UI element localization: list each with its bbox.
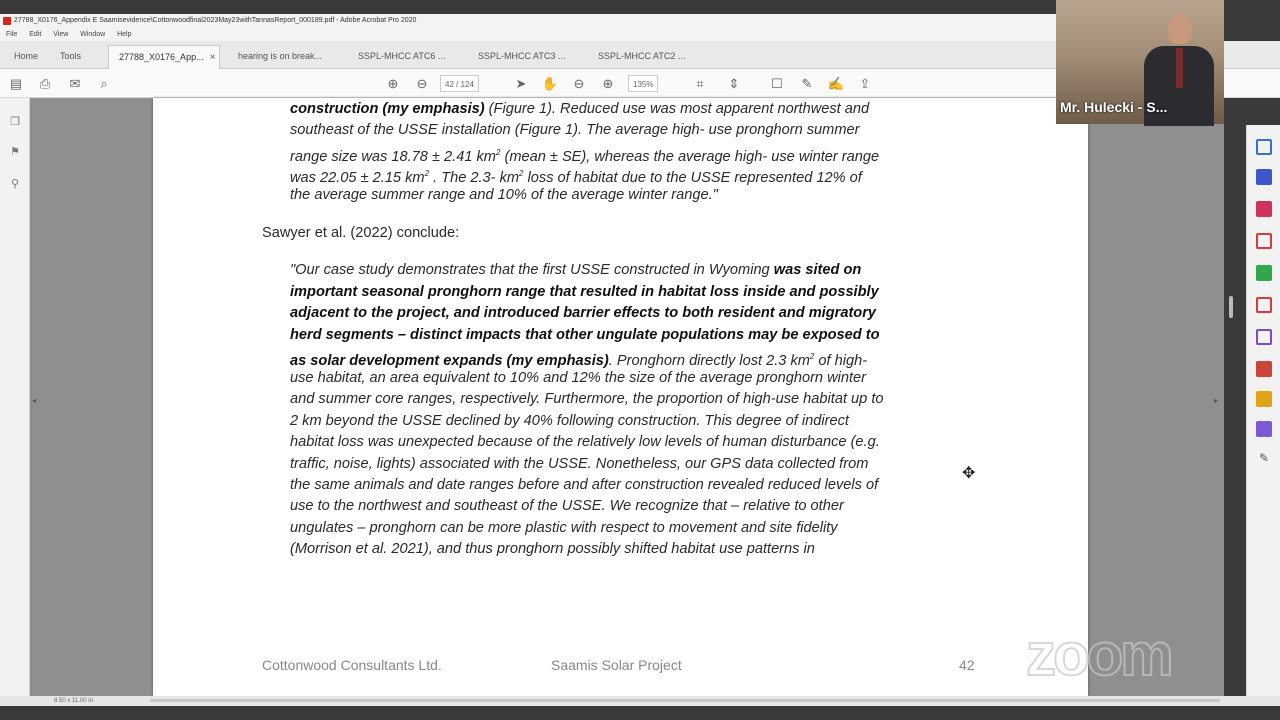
- hand-tool-icon[interactable]: ✋: [541, 76, 559, 91]
- page-number: 42: [959, 657, 975, 673]
- quote2-line12: use to the northwest and southeast of the USSE. We recognize that – relative to other: [290, 498, 844, 514]
- save-icon[interactable]: ▤: [9, 76, 23, 91]
- print-icon[interactable]: ⎙: [39, 76, 51, 91]
- page-indicator[interactable]: 42 / 124: [440, 75, 479, 92]
- quote2-line7: and summer core ranges, respectively. Furthermore, the proportion of high-use habitat up to: [290, 391, 884, 407]
- right-tools-rail: [1246, 125, 1280, 700]
- horizontal-scrollbar[interactable]: [150, 699, 1220, 702]
- footer-project: Saamis Solar Project: [551, 657, 682, 673]
- quote1-line1: [290, 99, 869, 120]
- comment-icon[interactable]: ☐: [771, 76, 783, 91]
- tab-home[interactable]: [4, 45, 48, 69]
- text-span: of high-: [814, 353, 868, 369]
- text-span: . Pronghorn directly lost 2.3 km: [608, 353, 810, 369]
- quote2-line2: important seasonal pronghorn range that resulted in habitat loss inside and possibly: [290, 284, 879, 300]
- page-size-readout: 8.50 x 11.00 in: [54, 698, 93, 704]
- quote2-line3: adjacent to the project, and introduced barrier effects to both resident and migratory: [290, 305, 877, 321]
- quote2-line14: (Morrison et al. 2021), and thus pronghorn possibly shifted habitat use patterns in: [290, 541, 815, 557]
- tab-tools[interactable]: [50, 45, 91, 69]
- comment-tool-icon[interactable]: [1256, 169, 1272, 185]
- intro-sentence: Sawyer et al. (2022) conclude:: [262, 225, 460, 241]
- menu-window[interactable]: Window: [80, 31, 106, 38]
- pdf-page: [153, 98, 1088, 696]
- vertical-scroll-thumb[interactable]: [1229, 296, 1233, 318]
- quote2-line1: [290, 260, 861, 281]
- select-cursor-icon[interactable]: ➤: [515, 76, 527, 91]
- tab-atc3[interactable]: [468, 45, 578, 69]
- quote2-line6: use habitat, an area equivalent to 10% and 12% the size of the average pronghorn winter: [290, 370, 867, 386]
- tab-label: Tools: [60, 51, 82, 61]
- menu-view[interactable]: View: [53, 31, 69, 38]
- superscript: 2: [519, 169, 524, 178]
- collapse-right-icon[interactable]: ▸: [1214, 396, 1219, 405]
- emphasis-text: as solar development expands (my emphasis): [290, 353, 609, 369]
- text-span: "Our case study demonstrates that the first USSE constructed in Wyoming: [290, 262, 774, 278]
- text-span: (Figure 1). Reduced use was most apparent northwest and: [484, 101, 870, 117]
- quote2-line10: traffic, noise, lights) associated with the USSE. Nonetheless, our GPS data collected from: [290, 456, 869, 472]
- share-icon[interactable]: ⇪: [859, 76, 871, 91]
- tab-label: Home: [14, 51, 39, 61]
- tab-atc6[interactable]: [348, 45, 458, 69]
- quote2-line8: 2 km beyond the USSE declined by 40% following construction. This degree of indirect: [290, 413, 849, 429]
- fill-sign-icon[interactable]: [1256, 361, 1272, 377]
- tab-label: 27788_X0176_App...: [119, 52, 204, 62]
- participant-head: [1168, 14, 1192, 44]
- footer-company: Cottonwood Consultants Ltd.: [262, 657, 442, 673]
- send-icon[interactable]: [1256, 421, 1272, 437]
- menu-bar: [0, 28, 1056, 41]
- sign-icon[interactable]: ✍: [827, 76, 845, 91]
- participant-name: Mr. Hulecki - S...: [1060, 99, 1168, 115]
- close-icon[interactable]: ×: [209, 52, 216, 63]
- page-up-icon[interactable]: ⊕: [387, 76, 399, 91]
- zoom-out-icon[interactable]: ⊖: [573, 76, 585, 91]
- acrobat-icon: [3, 17, 11, 25]
- export-pdf-icon[interactable]: [1256, 233, 1272, 249]
- edit-pdf-icon[interactable]: [1256, 139, 1272, 155]
- participant-tie: [1176, 48, 1183, 88]
- pen-icon[interactable]: ✎: [801, 76, 813, 91]
- text-span: (mean ± SE), whereas the average high- use winter range: [500, 149, 880, 165]
- left-navigation-rail: [0, 98, 30, 700]
- emphasis-text: construction (my emphasis): [290, 101, 485, 117]
- search-icon[interactable]: ⌕: [100, 76, 108, 91]
- fit-page-icon[interactable]: ⇕: [728, 76, 740, 91]
- quote1-line5: the average summer range and 10% of the average winter range.": [290, 187, 718, 203]
- page-down-icon[interactable]: ⊖: [416, 76, 428, 91]
- quote2-line9: habitat loss was unexpected because of the relatively low levels of human disturbance (e.g.: [290, 434, 880, 450]
- quote2-line4: herd segments – distinct impacts that other ungulate populations may be exposed to: [290, 327, 880, 343]
- collapse-left-icon[interactable]: ◂: [32, 396, 37, 405]
- mouse-cursor-icon: ✥: [962, 465, 976, 482]
- protect-icon[interactable]: [1256, 329, 1272, 345]
- bookmark-icon[interactable]: ⚑: [10, 146, 20, 158]
- tab-label: SSPL-MHCC ATC2 ...: [598, 51, 686, 61]
- tab-document-active[interactable]: [108, 45, 220, 69]
- text-span: . The 2.3- km: [429, 170, 520, 186]
- zoom-logo-watermark: zoom: [1026, 621, 1171, 688]
- email-icon[interactable]: ✉: [69, 76, 81, 91]
- window-titlebar: [0, 14, 1056, 28]
- tab-label: SSPL-MHCC ATC6 ...: [358, 51, 446, 61]
- tools-more-icon[interactable]: ✎: [1258, 451, 1270, 465]
- crop-icon[interactable]: ⌗: [696, 76, 704, 91]
- window-title: 27788_X0176_Appendix E Saamisevidence\Cottonwoodfinal2023May23withTannasReport_000189.pdf - Adobe Acrobat Pro 2020: [14, 17, 417, 24]
- pages-icon[interactable]: ❐: [10, 116, 20, 128]
- stamp-icon[interactable]: [1256, 391, 1272, 407]
- tab-label: SSPL-MHCC ATC3 ...: [478, 51, 566, 61]
- quote1-line2: southeast of the USSE installation (Figure 1). The average high- use pronghorn summer: [290, 122, 860, 138]
- text-span: range size was 18.78 ± 2.41 km: [290, 149, 496, 165]
- zoom-in-icon[interactable]: ⊕: [602, 76, 614, 91]
- tab-hearing-break[interactable]: [228, 45, 338, 69]
- menu-file[interactable]: File: [6, 31, 18, 38]
- superscript: 2: [809, 352, 815, 361]
- attachment-icon[interactable]: ⚲: [10, 178, 20, 190]
- quote2-line13: ungulates – pronghorn can be more plastic with respect to movement and site fidelity: [290, 520, 838, 536]
- menu-edit[interactable]: Edit: [29, 31, 42, 38]
- tab-atc2[interactable]: [588, 45, 698, 69]
- superscript: 2: [495, 148, 501, 157]
- superscript: 2: [424, 169, 430, 178]
- organize-icon[interactable]: [1256, 201, 1272, 217]
- text-span: was 22.05 ± 2.15 km: [290, 170, 425, 186]
- quote2-line11: the same animals and date ranges before and after construction revealed reduced levels of: [290, 477, 879, 493]
- create-pdf-icon[interactable]: [1256, 297, 1272, 313]
- emphasis-text: was sited on: [773, 262, 862, 278]
- scan-icon[interactable]: [1256, 265, 1272, 281]
- zoom-level[interactable]: 135%: [628, 75, 658, 92]
- text-span: loss of habitat due to the USSE represented 12% of: [523, 170, 862, 186]
- tab-label: hearing is on break...: [238, 51, 323, 61]
- menu-help[interactable]: Help: [117, 31, 132, 38]
